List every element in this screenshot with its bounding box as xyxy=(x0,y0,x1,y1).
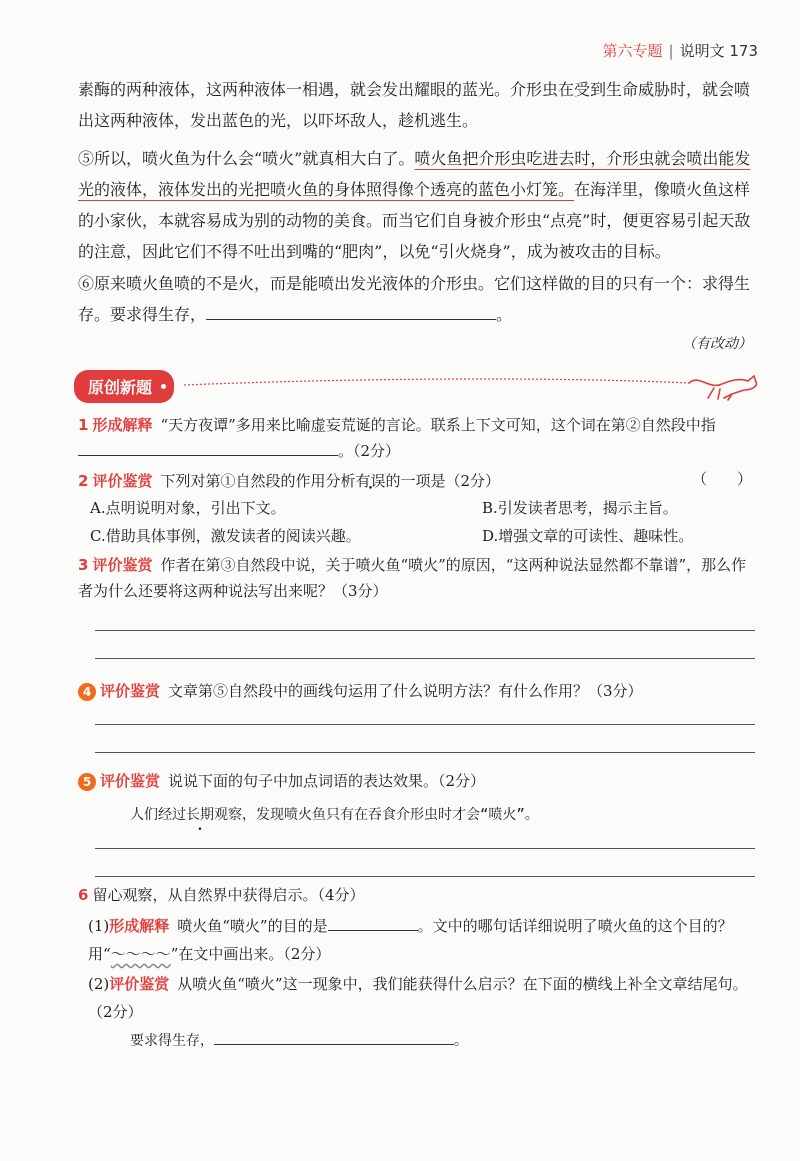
option-c[interactable]: C.借助具体事例，激发读者的阅读兴趣。 xyxy=(90,527,361,545)
cat-icon xyxy=(689,376,756,400)
passage-paragraph-6 xyxy=(78,268,758,330)
q1-answer-blank[interactable] xyxy=(78,441,338,456)
header-divider: | xyxy=(668,42,674,60)
question-text: 下列对第①自然段的作用分析 xyxy=(160,472,356,490)
question-text: “天方夜谭”多用来比喻虚妄荒诞的言论。联系上下文可知，这个词在第②自然段中指 xyxy=(160,416,716,434)
passage-paragraph-5 xyxy=(78,143,758,267)
sub-question-number: (2) xyxy=(88,975,110,993)
question-number: 6 xyxy=(78,886,89,904)
p6-end: 。 xyxy=(496,305,513,324)
option-d[interactable]: D.增强文章的可读性、趣味性。 xyxy=(482,527,694,545)
question-score: 的一项是（2分） xyxy=(385,472,501,490)
p6-answer-blank[interactable] xyxy=(206,305,496,320)
section-label: 第六专题 xyxy=(602,42,663,60)
question-1 xyxy=(78,412,758,464)
question-6-part-2 xyxy=(88,970,758,1026)
answer-line[interactable] xyxy=(95,658,755,659)
passage-paragraph-intro: 素酶的两种液体，这两种液体一相遇，就会发出耀眼的蓝光。介形虫在受到生命威胁时，就会喷出这两种液体，发出蓝色的光，以吓坏敌人，趁机逃生。 xyxy=(78,80,751,130)
sub-question-text: 。文中的哪句话详细说明了喷火鱼的这个目的？用“ xyxy=(88,917,733,963)
answer-line[interactable] xyxy=(95,876,755,877)
question-6-part-1 xyxy=(88,912,758,968)
sub-question-text: 从喷火鱼“喷火”这一现象中，我们能获得什么启示？在下面的横线上补全文章结尾句。（2分） xyxy=(88,975,748,1021)
quote-text-a: 人们经过 xyxy=(130,807,186,823)
q6-1-answer-blank[interactable] xyxy=(328,916,418,931)
sub-question-text: 喷火鱼“喷火”的目的是 xyxy=(177,917,328,935)
q6-answer-sentence xyxy=(130,1030,468,1050)
question-type-tag: 形成解释 xyxy=(109,917,170,935)
answer-line[interactable] xyxy=(95,724,755,725)
p6-text: ⑥原来喷火鱼喷的不是火，而是能喷出发光液体的介形虫。它们这样做的目的只有一个：求得生存。要求得生存， xyxy=(78,274,751,324)
question-number: 3 xyxy=(78,556,89,574)
answer-line[interactable] xyxy=(95,752,755,753)
question-text: 留心观察，从自然界中获得启示。（4分） xyxy=(92,886,365,904)
page-number: 173 xyxy=(729,42,758,60)
question-text: 文章第⑤自然段中的画线句运用了什么说明方法？有什么作用？（3分） xyxy=(168,682,643,700)
answer-line[interactable] xyxy=(95,848,755,849)
topic-label: 说明文 xyxy=(679,42,725,60)
question-type-tag: 评价鉴赏 xyxy=(100,682,161,700)
page-header xyxy=(602,40,758,61)
sub-question-number: (1) xyxy=(88,917,110,935)
sub-question-text: ”在文中画出来。（2分） xyxy=(170,945,331,963)
dotted-divider-with-cat-icon xyxy=(184,372,759,402)
question-type-tag: 评价鉴赏 xyxy=(100,772,161,790)
section-banner xyxy=(74,370,754,406)
question-4 xyxy=(78,678,758,704)
question-3 xyxy=(78,552,758,604)
question-type-tag: 评价鉴赏 xyxy=(109,975,170,993)
p5-underlined-sentence: 喷火鱼把介形虫吃进去时，介形虫就会喷出能发光的液体，液体发出的光把喷火鱼的身体照得像个透亮的蓝色小灯笼。 xyxy=(78,149,751,199)
wavy-line-mark: ～～～～ xyxy=(110,945,171,963)
option-a[interactable]: A.点明说明对象，引出下文。 xyxy=(90,499,286,517)
emphasized-word: 长期 xyxy=(186,807,214,823)
answer-end: 。 xyxy=(454,1033,468,1049)
question-number: 1 xyxy=(78,416,89,434)
q2-answer-bracket[interactable]: （ ） xyxy=(691,470,752,488)
answer-prefix: 要求得生存， xyxy=(130,1033,214,1049)
p5-text-a: ⑤所以，喷火鱼为什么会“喷火”就真相大白了。 xyxy=(78,149,415,168)
p5-text-b: 在海洋里，像喷火鱼这样的小家伙，本就容易成为别的动物的美食。而当它们自身被介形虫“点亮”时，便更容易引起天敌的注意，因此它们不得不吐出到嘴的“肥肉”，以免“引火烧身”，成为被攻击的目标。 xyxy=(78,180,751,261)
q6-2-answer-blank[interactable] xyxy=(214,1030,454,1045)
question-score: 。（2分） xyxy=(338,442,401,460)
question-number: 2 xyxy=(78,472,89,490)
question-5 xyxy=(78,768,758,794)
difficulty-badge: 4 xyxy=(78,683,96,701)
question-type-tag: 评价鉴赏 xyxy=(92,472,153,490)
question-text: 作者在第③自然段中说，关于喷火鱼“喷火”的原因，“这两种说法显然都不靠谱”，那么作者为什么还要将这两种说法写出来呢？（3分） xyxy=(78,556,747,600)
question-type-tag: 评价鉴赏 xyxy=(92,556,153,574)
question-text: 说说下面的句子中加点词语的表达效果。（2分） xyxy=(168,772,486,790)
source-note: （有改动） xyxy=(682,336,752,352)
q5-quoted-sentence xyxy=(130,804,539,824)
quote-text-b: 观察，发现喷火鱼只有在吞食介形虫时才会“喷火”。 xyxy=(214,807,539,823)
question-6 xyxy=(78,882,758,908)
banner-label: 原创新题 xyxy=(74,370,174,403)
emphasized-word: 有误 xyxy=(355,472,386,490)
answer-line[interactable] xyxy=(95,630,755,631)
question-type-tag: 形成解释 xyxy=(92,416,153,434)
question-2 xyxy=(78,468,758,494)
option-b[interactable]: B.引发读者思考，揭示主旨。 xyxy=(482,499,678,517)
difficulty-badge: 5 xyxy=(78,773,96,791)
